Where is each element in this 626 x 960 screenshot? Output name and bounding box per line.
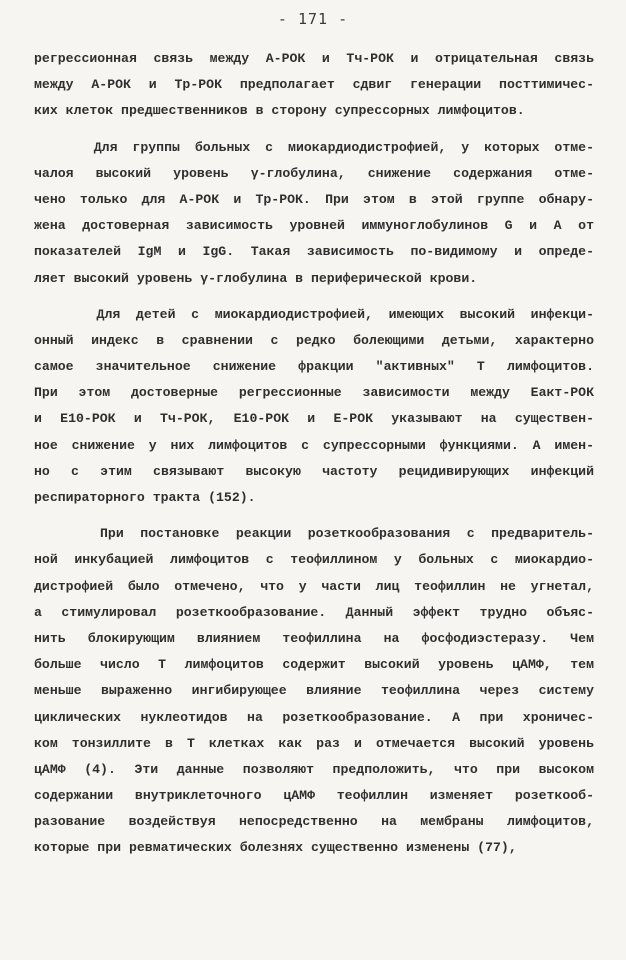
text-line: нить блокирующим влиянием теофиллина на фосфодиэстеразу. Чем [34, 630, 594, 646]
body-text [34, 46, 594, 862]
text-line: циклических нуклеотидов на розеткообразование. А при хроничес- [34, 709, 594, 725]
text-line: между А-РОК и Тр-РОК предполагает сдвиг генерации посттимичес- [34, 77, 594, 93]
text-line: При постановке реакции розеткообразования с предваритель- [34, 526, 594, 542]
text-line: показателей IgM и IgG. Такая зависимость по-видимому и опреде- [34, 244, 594, 260]
page-number: - 171 - [277, 10, 349, 28]
text-line: больше число Т лимфоцитов содержит высокий уровень цАМФ, тем [34, 657, 594, 673]
text-line: ной инкубацией лимфоцитов с теофиллином у больных с миокардио- [34, 552, 594, 568]
text-line: ких клеток предшественников в сторону супрессорных лимфоцитов. [34, 103, 525, 119]
text-line: но с этим связывают высокую частоту рецидивирующих инфекций [34, 463, 594, 479]
text-line: Для детей с миокардиодистрофией, имеющих высокий инфекци- [34, 306, 594, 322]
text-line: цАМФ (4). Эти данные позволяют предположить, что при высоком [34, 761, 594, 777]
text-line: меньше выраженно ингибирующее влияние теофиллина через систему [34, 683, 594, 699]
text-line: которые при ревматических болезнях существенно изменены (77), [34, 840, 517, 856]
text-line: чалоя высокий уровень γ-глобулина, снижение содержания отме- [34, 165, 594, 181]
text-line: респираторного тракта (152). [34, 490, 256, 505]
text-line: и Е10-РОК и Тч-РОК, Е10-РОК и Е-РОК указывают на существен- [34, 411, 594, 427]
text-line: регрессионная связь между А-РОК и Тч-РОК и отрицательная связь [34, 51, 594, 66]
text-line: разование воздействуя непосредственно на мембраны лимфоцитов, [34, 814, 594, 830]
text-line: Для группы больных с миокардиодистрофией, у которых отме- [34, 139, 594, 155]
text-line: онный индекс в сравнении с редко болеющими детьми, характерно [34, 332, 594, 348]
text-line: дистрофией было отмечено, что у части лиц теофиллин не угнетал, [34, 578, 594, 594]
text-line: ное снижение у них лимфоцитов с супрессорными функциями. А имен- [34, 437, 594, 453]
text-line: ком тонзиллите в Т клетках как раз и отмечается высокий уровень [34, 735, 594, 751]
text-line: чено только для А-РОК и Тр-РОК. При этом в этой группе обнару- [34, 191, 594, 207]
text-line: ляет высокий уровень γ-глобулина в периферической крови. [34, 270, 478, 286]
text-line: При этом достоверные регрессионные зависимости между Еакт-РОК [34, 385, 594, 401]
text-line: а стимулировал розеткообразование. Данный эффект трудно объяс- [34, 604, 594, 620]
text-line: содержании внутриклеточного цАМФ теофиллин изменяет розеткооб- [34, 788, 594, 804]
text-line: самое значительное снижение фракции "активных" Т лимфоцитов. [34, 359, 594, 375]
text-line: жена достоверная зависимость уровней иммуноглобулинов G и А от [34, 218, 594, 234]
